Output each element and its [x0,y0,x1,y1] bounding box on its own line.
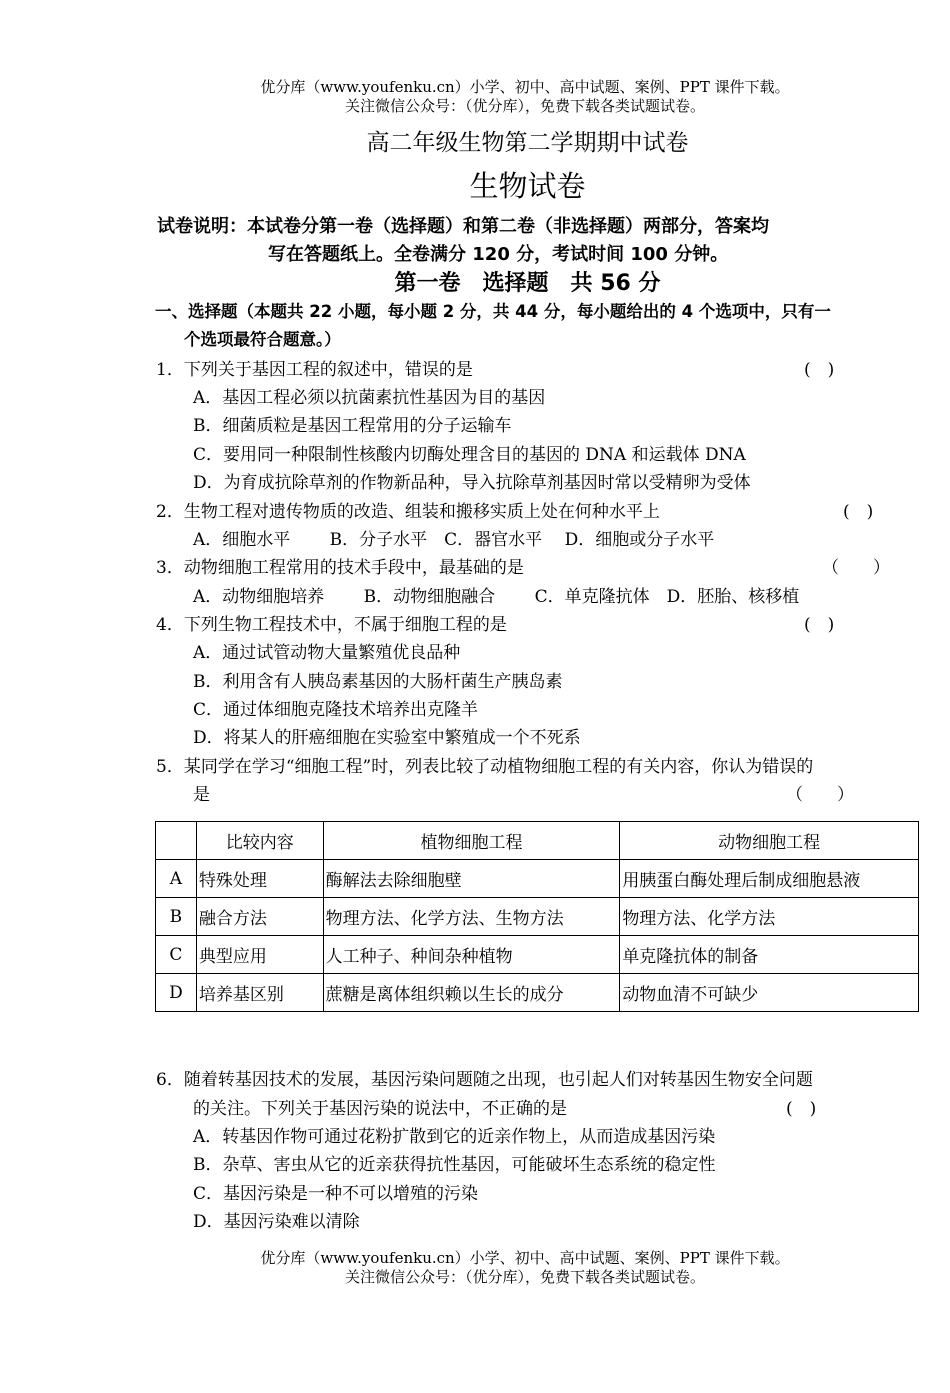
q4-answer-paren: ( ) [804,615,835,635]
header-line-1: 优分库（www.youfenku.cn）小学、初中、高中试题、案例、PPT 课件下载。 [260,78,790,96]
q6-answer-paren: ( ) [786,1099,817,1119]
section-title: 第一卷 选择题 共 56 分 [394,271,661,296]
q6-option-c: C．基因污染是一种不可以增殖的污染 [193,1184,479,1204]
q1-answer-paren: ( ) [804,360,835,380]
q2-answer-paren: ( ) [843,502,874,522]
q6-option-d: D．基因污染难以清除 [193,1212,360,1232]
table-header-cell: 植物细胞工程 [323,822,620,860]
exam-subtitle: 生物试卷 [469,169,586,203]
table-cell: 酶解法去除细胞壁 [323,860,620,898]
table-cell: 人工种子、种间杂种植物 [323,936,620,974]
table-cell: 物理方法、化学方法 [620,898,919,936]
table-cell: 典型应用 [196,936,323,974]
footer-line-2: 关注微信公众号：（优分库），免费下载各类试题试卷。 [344,1268,705,1286]
instructions-line-2: 写在答题纸上。全卷满分 120 分，考试时间 100 分钟。 [268,244,729,265]
table-cell: 物理方法、化学方法、生物方法 [323,898,620,936]
table-header-cell: 动物细胞工程 [620,822,919,860]
table-cell: A [156,860,197,898]
q5-stem-line-1: 5．某同学在学习“细胞工程”时，列表比较了动植物细胞工程的有关内容，你认为错误的 [156,757,814,777]
q1-option-a: A．基因工程必须以抗菌素抗性基因为目的基因 [193,388,546,408]
table-row [156,936,919,974]
table-header-cell: 比较内容 [196,822,323,860]
q6-stem-line-1: 6．随着转基因技术的发展，基因污染问题随之出现，也引起人们对转基因生物安全问题 [156,1070,813,1090]
table-row [156,860,919,898]
q4-option-d: D．将某人的肝癌细胞在实验室中繁殖成一个不死系 [193,728,581,748]
table-header-cell [156,822,197,860]
table-cell: 单克隆抗体的制备 [620,936,919,974]
part-intro-line-1: 一、选择题（本题共 22 小题，每小题 2 分，共 44 分，每小题给出的 4 个选项中，只有一 [155,302,831,321]
header-line-2: 关注微信公众号：（优分库），免费下载各类试题试卷。 [344,97,705,115]
q2-options: A．细胞水平 B．分子水平 C．器官水平 D．细胞或分子水平 [193,530,715,550]
table-cell: 蔗糖是离体组织赖以生长的成分 [323,974,620,1012]
q1-option-c: C．要用同一种限制性核酸内切酶处理含目的基因的 DNA 和运载体 DNA [193,445,746,465]
q4-stem: 4．下列生物工程技术中，不属于细胞工程的是 [156,615,507,635]
comparison-table [155,821,919,1012]
footer-line-1: 优分库（www.youfenku.cn）小学、初中、高中试题、案例、PPT 课件下载。 [260,1249,790,1267]
q1-stem: 1．下列关于基因工程的叙述中，错误的是 [156,360,473,380]
q3-options: A．动物细胞培养 B．动物细胞融合 C．单克隆抗体 D．胚胎、核移植 [193,587,800,607]
table-cell: B [156,898,197,936]
table-header-row [156,822,919,860]
q1-option-b: B．细菌质粒是基因工程常用的分子运输车 [193,416,512,436]
table-cell: 动物血清不可缺少 [620,974,919,1012]
table-cell: 特殊处理 [196,860,323,898]
part-intro-line-2: 个选项最符合题意。） [184,330,341,349]
q5-stem-line-2: 是 [193,785,210,805]
table-cell: 培养基区别 [196,974,323,1012]
table-cell: D [156,974,197,1012]
q5-answer-paren: （ ） [786,785,854,805]
table-row [156,974,919,1012]
q3-stem: 3．动物细胞工程常用的技术手段中，最基础的是 [156,558,524,578]
q4-option-c: C．通过体细胞克隆技术培养出克隆羊 [193,700,479,720]
q6-option-a: A．转基因作物可通过花粉扩散到它的近亲作物上，从而造成基因污染 [193,1127,716,1147]
exam-title: 高二年级生物第二学期期中试卷 [366,130,689,156]
q1-option-d: D．为育成抗除草剂的作物新品种，导入抗除草剂基因时常以受精卵为受体 [193,473,751,493]
instructions-line-1: 试卷说明：本试卷分第一卷（选择题）和第二卷（非选择题）两部分，答案均 [157,216,769,237]
q6-option-b: B．杂草、害虫从它的近亲获得抗性基因，可能破坏生态系统的稳定性 [193,1155,716,1175]
table-cell: C [156,936,197,974]
q6-stem-line-2: 的关注。下列关于基因污染的说法中，不正确的是 [193,1099,567,1119]
q2-stem: 2．生物工程对遗传物质的改造、组装和搬移实质上处在何种水平上 [156,502,660,522]
table-cell: 融合方法 [196,898,323,936]
q4-option-a: A．通过试管动物大量繁殖优良品种 [193,643,461,663]
table-cell: 用胰蛋白酶处理后制成细胞悬液 [620,860,919,898]
q4-option-b: B．利用含有人胰岛素基因的大肠杆菌生产胰岛素 [193,672,563,692]
table-row [156,898,919,936]
q3-answer-paren: （ ） [822,558,890,578]
